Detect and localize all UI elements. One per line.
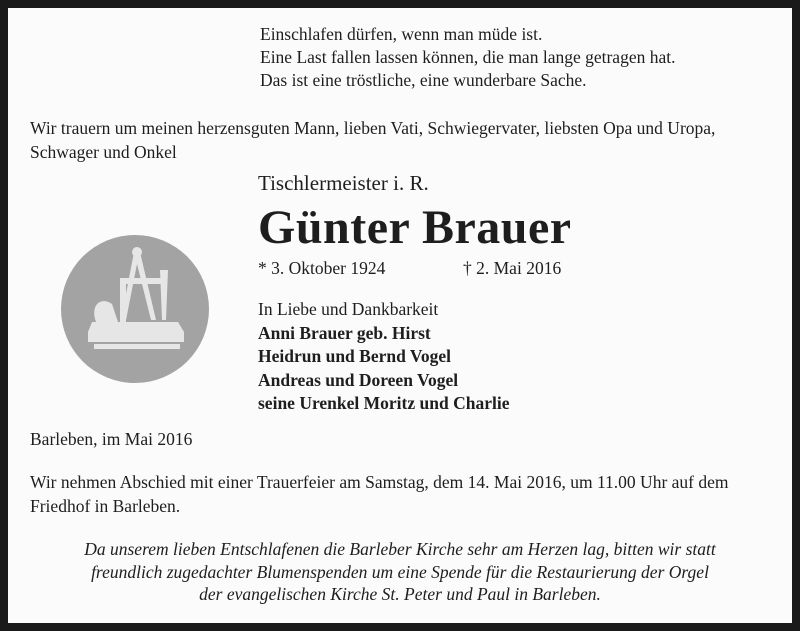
mourner-name: Andreas und Doreen Vogel <box>258 369 459 390</box>
mourners-heading: In Liebe und Dankbarkeit <box>258 299 439 319</box>
occupation: Tischlermeister i. R. <box>258 171 429 195</box>
mourner-name: seine Urenkel Moritz und Charlie <box>258 393 510 413</box>
poem-line: Das ist eine tröstliche, eine wunderbare Sache. <box>260 70 587 90</box>
obituary-card <box>8 8 792 623</box>
poem-line: Eine Last fallen lassen können, die man lange getragen hat. <box>260 47 676 67</box>
mourners <box>258 298 509 416</box>
note-line: Da unserem lieben Entschlafenen die Barleber Kirche sehr am Herzen lag, bitten wir statt <box>84 539 716 559</box>
mourner-name: Heidrun und Bernd Vogel <box>258 346 452 366</box>
place-date: Barleben, im Mai 2016 <box>30 429 193 449</box>
ceremony-text: Wir nehmen Abschied mit einer Trauerfeier am Samstag, dem 14. Mai 2016, um 11.00 Uhr auf dem Friedhof in Barleben. <box>30 472 729 516</box>
note-line: der evangelischen Kirche St. Peter und Paul in Barleben. <box>199 584 601 604</box>
carpenter-tools-icon <box>60 234 210 384</box>
donation-note <box>22 538 778 606</box>
mourner-name: Anni Brauer geb. Hirst <box>258 322 431 343</box>
intro-text: Wir trauern um meinen herzensguten Mann, lieben Vati, Schwiegervater, liebsten Opa und Uropa, Schwager und Onkel <box>30 118 716 162</box>
deceased-name: Günter Brauer <box>258 201 572 254</box>
death-date: † 2. Mai 2016 <box>463 258 562 278</box>
birth-date: * 3. Oktober 1924 <box>258 258 386 278</box>
poem <box>260 23 675 92</box>
poem-line: Einschlafen dürfen, wenn man müde ist. <box>260 24 543 44</box>
note-line: freundlich zugedachter Blumenspenden um eine Spende für die Restaurierung der Orgel <box>91 561 709 582</box>
